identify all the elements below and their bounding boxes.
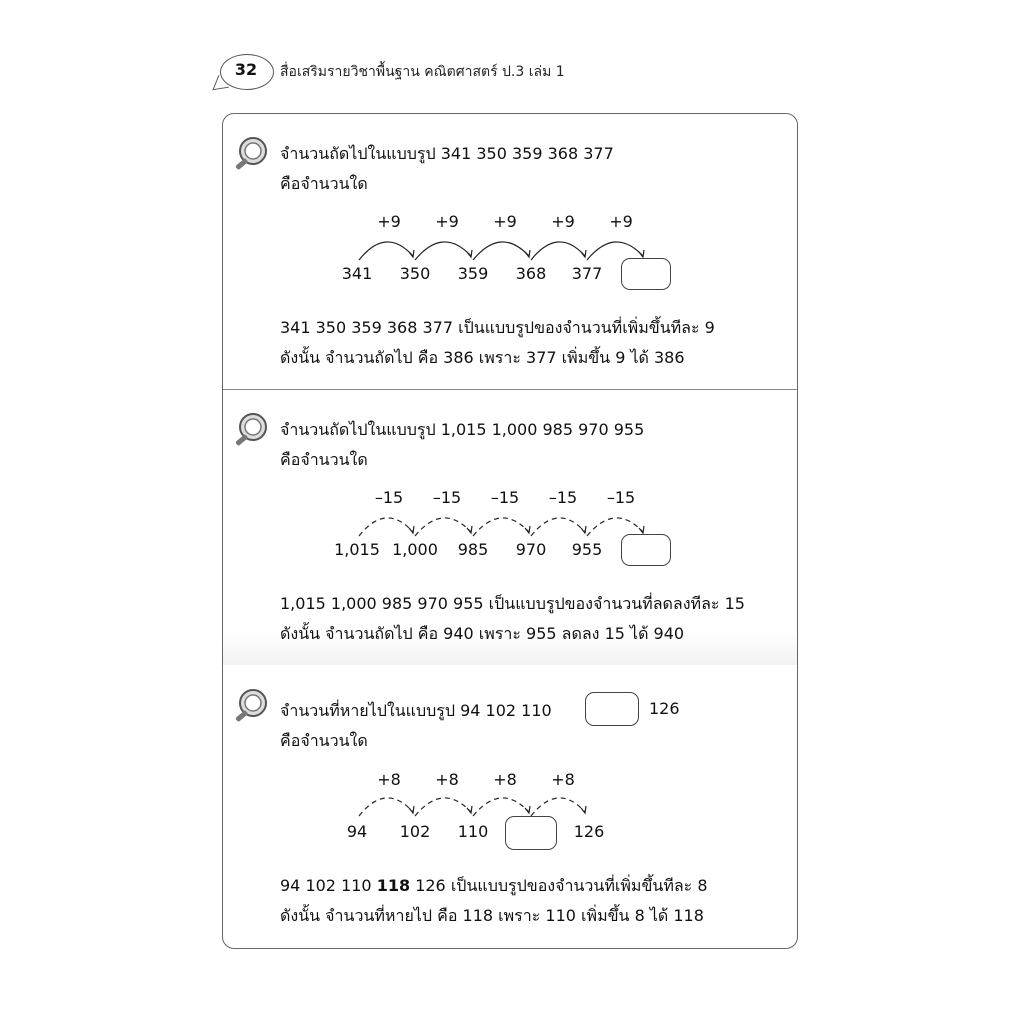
step-label: +9 <box>493 212 517 231</box>
step-label: –15 <box>432 488 462 507</box>
step-arrow <box>415 518 471 536</box>
explanation-line-2: ดังนั้น จำนวนถัดไป คือ 940 เพราะ 955 ลดลง 15 ได้ 940 <box>280 624 685 643</box>
step-label: –15 <box>490 488 520 507</box>
book-title: สื่อเสริมรายวิชาพื้นฐาน คณิตศาสตร์ ป.3 เล่ม 1 <box>280 64 565 80</box>
step-label: –15 <box>548 488 578 507</box>
example-section-3 <box>223 666 797 948</box>
example-section-1 <box>223 114 797 390</box>
sequence-number: 368 <box>515 264 547 283</box>
question-line-2: คือจำนวนใด <box>280 731 368 750</box>
step-arrow <box>473 242 529 260</box>
question-line-2: คือจำนวนใด <box>280 450 368 469</box>
example-section-2 <box>223 390 797 665</box>
step-label: +8 <box>493 770 517 789</box>
step-label: +9 <box>551 212 575 231</box>
question-line-2: คือจำนวนใด <box>280 174 368 193</box>
step-arrow <box>531 798 585 816</box>
page-number: 32 <box>234 60 258 79</box>
question-after-box: 126 <box>649 699 680 718</box>
step-label: –15 <box>374 488 404 507</box>
step-arrow <box>415 242 471 260</box>
sequence-number: 359 <box>457 264 489 283</box>
step-label: +8 <box>551 770 575 789</box>
step-arrow <box>531 242 585 260</box>
sequence-number: 110 <box>457 822 489 841</box>
sequence-number: 341 <box>341 264 373 283</box>
sequence-number: 94 <box>346 822 368 841</box>
answer-box <box>621 534 671 566</box>
step-arrow <box>415 798 471 816</box>
page-header <box>216 52 776 92</box>
explanation-line-1 <box>280 874 708 899</box>
explanation-suffix: 126 เป็นแบบรูปของจำนวนที่เพิ่มขึ้นทีละ 8 <box>410 876 708 895</box>
sequence-number: 970 <box>515 540 547 559</box>
explanation-line-2: ดังนั้น จำนวนถัดไป คือ 386 เพราะ 377 เพิ่มขึ้น 9 ได้ 386 <box>280 348 685 367</box>
sequence-number: 955 <box>571 540 603 559</box>
explanation-prefix: 94 102 110 <box>280 876 377 895</box>
sequence-number: 126 <box>573 822 605 841</box>
question-numbers: 341 350 359 368 377 <box>440 144 614 163</box>
step-label: –15 <box>606 488 636 507</box>
step-label: +9 <box>377 212 401 231</box>
step-arrow <box>473 798 529 816</box>
sequence-number: 985 <box>457 540 489 559</box>
question-prefix: จำนวนถัดไปในแบบรูป <box>280 420 436 439</box>
sequence-number: 1,015 <box>334 540 380 559</box>
question-prefix: จำนวนที่หายไปในแบบรูป <box>280 701 455 720</box>
step-label: +9 <box>609 212 633 231</box>
explanation-line-1: 1,015 1,000 985 970 955 เป็นแบบรูปของจำนวนที่ลดลงทีละ 15 <box>280 594 745 613</box>
step-arrow <box>359 798 413 816</box>
step-label: +8 <box>377 770 401 789</box>
answer-box <box>505 816 557 850</box>
step-arrow <box>531 518 585 536</box>
question-numbers: 1,015 1,000 985 970 955 <box>440 420 645 439</box>
answer-box <box>621 258 671 290</box>
step-label: +8 <box>435 770 459 789</box>
sequence-number: 1,000 <box>392 540 438 559</box>
sequence-number: 377 <box>571 264 603 283</box>
step-arrow <box>359 242 413 260</box>
step-label: +9 <box>435 212 459 231</box>
sequence-number: 102 <box>399 822 431 841</box>
explanation-line-1: 341 350 359 368 377 เป็นแบบรูปของจำนวนที่เพิ่มขึ้นทีละ 9 <box>280 318 715 337</box>
sequence-number: 350 <box>399 264 431 283</box>
question-numbers: 94 102 110 <box>460 701 552 720</box>
explanation-line-2: ดังนั้น จำนวนที่หายไป คือ 118 เพราะ 110 เพิ่มขึ้น 8 ได้ 118 <box>280 906 704 925</box>
content-card <box>222 113 798 949</box>
step-arrow <box>473 518 529 536</box>
step-arrow <box>359 518 413 536</box>
question-prefix: จำนวนถัดไปในแบบรูป <box>280 144 436 163</box>
missing-answer: 118 <box>376 876 411 895</box>
